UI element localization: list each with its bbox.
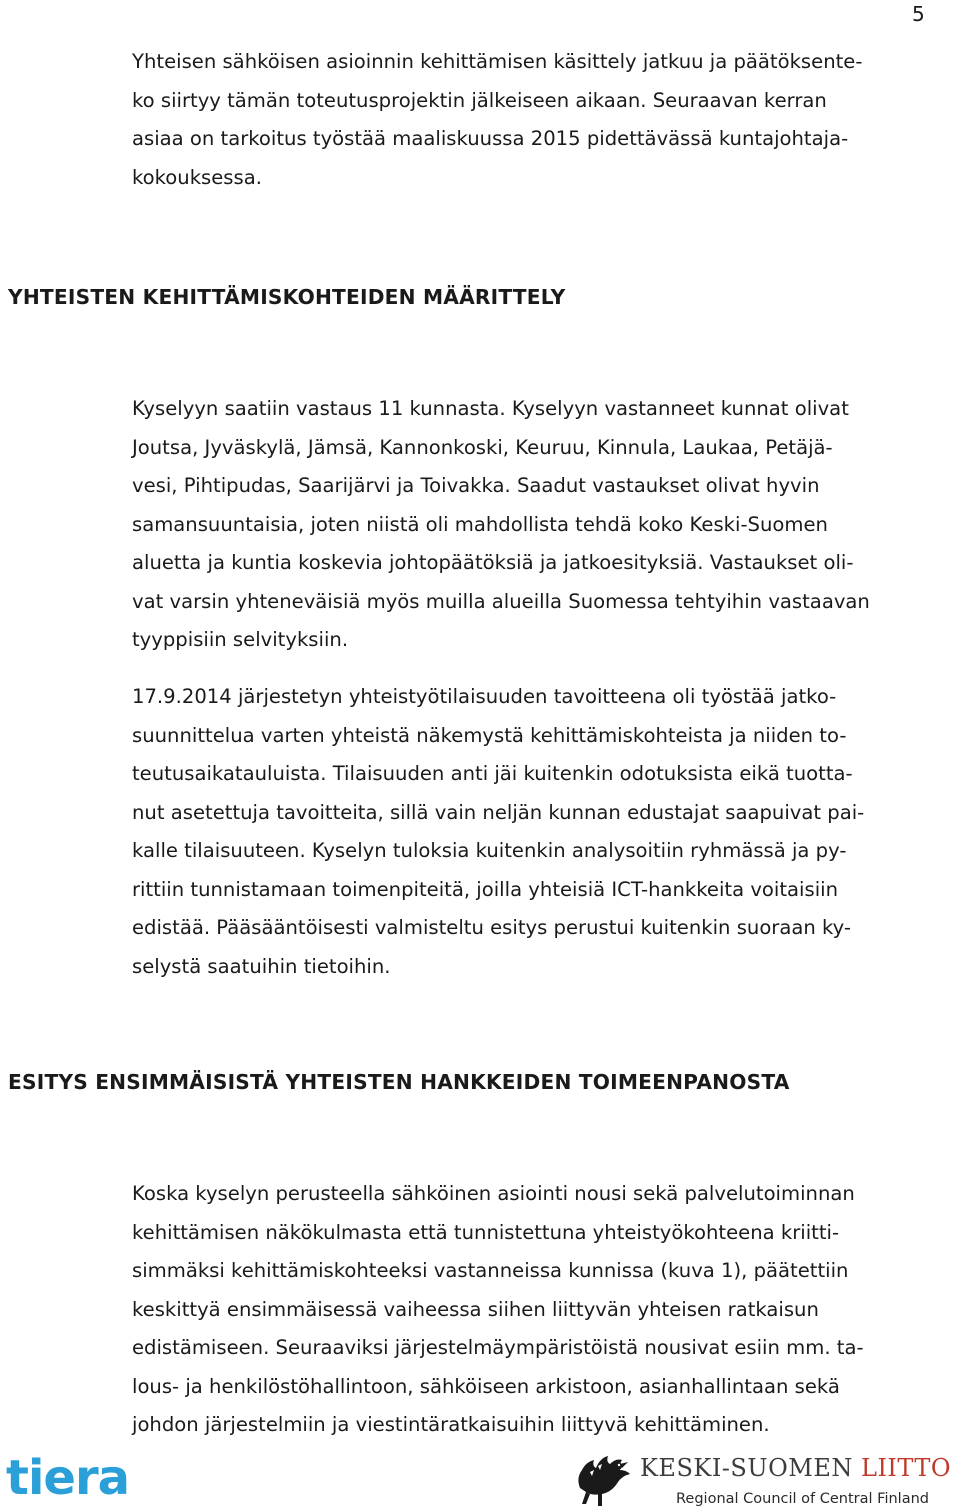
paragraph-survey-results — [132, 390, 932, 660]
liitto-title-b: LIITTO — [861, 1454, 952, 1482]
text-line: teutusaikatauluista. Tilaisuuden anti jäi kuitenkin odotuksista eikä tuotta- — [132, 762, 853, 785]
text-line: ko siirtyy tämän toteutusprojektin jälkeiseen aikaan. Seuraavan kerran — [132, 88, 827, 112]
text-line: keskittyä ensimmäisessä vaiheessa siihen liittyvän yhteisen ratkaisun — [132, 1297, 819, 1321]
text-line: lous- ja henkilöstöhallintoon, sähköiseen arkistoon, asianhallintaan sekä — [132, 1374, 840, 1398]
text-line: asiaa on tarkoitus työstää maaliskuussa 2015 pidettävässä kuntajohtaja- — [132, 127, 849, 150]
section-heading-toimeenpano: ESITYS ENSIMMÄISISTÄ YHTEISTEN HANKKEIDEN TOIMEENPANOSTA — [8, 1070, 790, 1094]
section-heading-kehittamiskohteet: YHTEISTEN KEHITTÄMISKOHTEIDEN MÄÄRITTELY — [8, 285, 566, 309]
text-line: selystä saatuihin tietoihin. — [132, 954, 391, 978]
text-line: simmäksi kehittämiskohteeksi vastanneissa kunnissa (kuva 1), päätettiin — [132, 1259, 849, 1282]
tiera-logo-mark — [6, 1452, 136, 1504]
text-line: Joutsa, Jyväskylä, Jämsä, Kannonkoski, Keuruu, Kinnula, Laukaa, Petäjä- — [132, 435, 833, 459]
paragraph-proposal — [132, 1175, 932, 1445]
text-line: suunnittelua varten yhteistä näkemystä kehittämiskohteista ja niiden to- — [132, 723, 847, 747]
text-line: kalle tilaisuuteen. Kyselyn tuloksia kuitenkin analysoitiin ryhmässä ja py- — [132, 839, 847, 862]
text-line: edistää. Pääsääntöisesti valmisteltu esitys perustui kuitenkin suoraan ky- — [132, 916, 851, 939]
text-line: johdon järjestelmiin ja viestintäratkaisuihin liittyvä kehittäminen. — [132, 1413, 770, 1436]
keski-suomen-liitto-logo — [572, 1446, 956, 1512]
text-line: samansuuntaisia, joten niistä oli mahdollista tehdä koko Keski-Suomen — [132, 512, 828, 536]
capercaillie-bird-icon — [572, 1448, 634, 1510]
text-line: vat varsin yhteneväisiä myös muilla alueilla Suomessa tehtyihin vastaavan — [132, 589, 870, 613]
paragraph-intro — [132, 43, 932, 197]
text-line: Yhteisen sähköisen asioinnin kehittämisen käsittely jatkuu ja päätöksente- — [132, 50, 863, 73]
svg-text:tiera: tiera — [6, 1452, 130, 1504]
text-line: edistämiseen. Seuraaviksi järjestelmäympäristöistä nousivat esiin mm. ta- — [132, 1336, 864, 1359]
text-line: tyyppisiin selvityksiin. — [132, 628, 349, 651]
text-line: 17.9.2014 järjestetyn yhteistyötilaisuuden tavoitteena oli työstää jatko- — [132, 685, 837, 708]
text-line: nut asetettuja tavoitteita, sillä vain neljän kunnan edustajat saapuivat pai- — [132, 800, 865, 824]
text-line: Kyselyyn saatiin vastaus 11 kunnasta. Kyselyyn vastanneet kunnat olivat — [132, 397, 849, 420]
text-line: aluetta ja kuntia koskevia johtopäätöksiä ja jatkoesityksiä. Vastaukset oli- — [132, 551, 854, 574]
paragraph-workshop — [132, 678, 932, 986]
page-number: 5 — [912, 2, 925, 26]
text-line: kokouksessa. — [132, 165, 262, 189]
liitto-subtitle: Regional Council of Central Finland — [676, 1491, 929, 1507]
text-line: kehittämisen näkökulmasta että tunnistettuna yhteistyökohteena kriitti- — [132, 1220, 840, 1244]
liitto-title-a: KESKI-SUOMEN — [640, 1454, 853, 1482]
text-line: vesi, Pihtipudas, Saarijärvi ja Toivakka. Saadut vastaukset olivat hyvin — [132, 474, 820, 497]
text-line: rittiin tunnistamaan toimenpiteitä, joilla yhteisiä ICT-hankkeita voitaisiin — [132, 877, 839, 901]
tiera-logo — [6, 1452, 136, 1508]
text-line: Koska kyselyn perusteella sähköinen asiointi nousi sekä palvelutoiminnan — [132, 1182, 855, 1205]
liitto-title — [640, 1454, 951, 1482]
